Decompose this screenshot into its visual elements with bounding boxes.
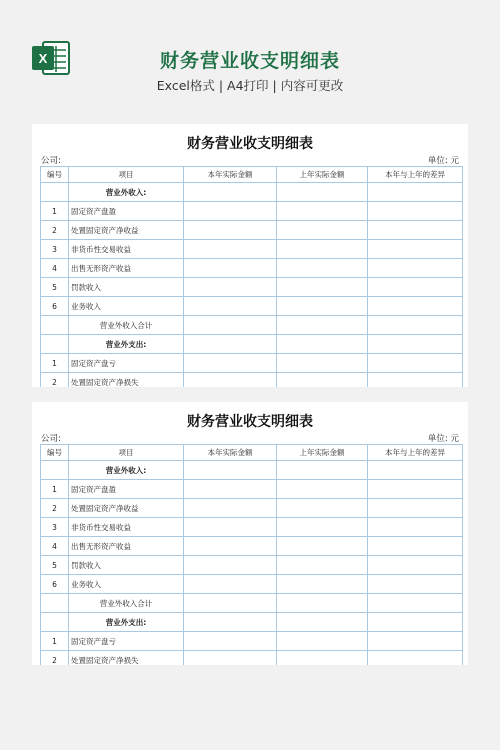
table-row (41, 575, 463, 594)
amount-cell[interactable] (184, 373, 277, 388)
table-row (41, 316, 463, 335)
amount-cell[interactable] (184, 461, 277, 480)
amount-cell[interactable] (184, 202, 277, 221)
amount-cell[interactable] (277, 575, 368, 594)
amount-cell[interactable] (184, 335, 277, 354)
item-label: 固定资产盘盈 (69, 480, 184, 499)
row-number: 1 (41, 202, 69, 221)
row-number: 2 (41, 651, 69, 666)
sheet-title: 财务营业收支明细表 (187, 136, 313, 152)
row-number: 3 (41, 240, 69, 259)
table-row (41, 499, 463, 518)
item-label: 固定资产盘盈 (69, 202, 184, 221)
amount-cell[interactable] (368, 575, 463, 594)
row-number: 2 (41, 499, 69, 518)
row-number: 4 (41, 259, 69, 278)
row-number (41, 316, 69, 335)
sheet-preview (32, 124, 468, 387)
amount-cell[interactable] (277, 297, 368, 316)
amount-cell[interactable] (184, 632, 277, 651)
table-row (41, 632, 463, 651)
table-row (41, 202, 463, 221)
amount-cell[interactable] (184, 537, 277, 556)
amount-cell[interactable] (277, 335, 368, 354)
item-label: 处置固定资产净收益 (69, 499, 184, 518)
table-row (41, 297, 463, 316)
row-number: 2 (41, 373, 69, 388)
amount-cell[interactable] (184, 575, 277, 594)
row-number: 5 (41, 556, 69, 575)
amount-cell[interactable] (277, 183, 368, 202)
amount-cell[interactable] (184, 221, 277, 240)
table-row (41, 240, 463, 259)
amount-cell[interactable] (368, 480, 463, 499)
amount-cell[interactable] (277, 632, 368, 651)
table-row (41, 373, 463, 388)
table-row (41, 480, 463, 499)
table-row (41, 594, 463, 613)
row-number (41, 335, 69, 354)
row-number: 2 (41, 221, 69, 240)
amount-cell[interactable] (368, 335, 463, 354)
amount-cell[interactable] (184, 556, 277, 575)
row-number (41, 613, 69, 632)
column-header: 编号 (41, 167, 69, 183)
amount-cell[interactable] (368, 316, 463, 335)
sheet-preview (32, 402, 468, 665)
table-row (41, 518, 463, 537)
table-row (41, 335, 463, 354)
amount-cell[interactable] (277, 461, 368, 480)
column-header: 本年与上年的差异 (368, 167, 463, 183)
amount-cell[interactable] (277, 259, 368, 278)
column-header: 项目 (69, 167, 184, 183)
row-number: 1 (41, 632, 69, 651)
table-row (41, 613, 463, 632)
amount-cell[interactable] (184, 183, 277, 202)
item-label: 非货币性交易收益 (69, 518, 184, 537)
section-heading: 营业外收入: (69, 183, 184, 202)
column-header: 本年与上年的差异 (368, 445, 463, 461)
amount-cell[interactable] (277, 518, 368, 537)
amount-cell[interactable] (368, 259, 463, 278)
amount-cell[interactable] (277, 594, 368, 613)
item-label: 固定资产盘亏 (69, 354, 184, 373)
subtotal-label: 营业外收入合计 (69, 594, 184, 613)
subtotal-label: 营业外收入合计 (69, 316, 184, 335)
item-label: 处置固定资产净收益 (69, 221, 184, 240)
amount-cell[interactable] (184, 480, 277, 499)
amount-cell[interactable] (277, 202, 368, 221)
amount-cell[interactable] (368, 651, 463, 666)
column-header: 编号 (41, 445, 69, 461)
table-header-row (41, 445, 463, 461)
amount-cell[interactable] (184, 297, 277, 316)
amount-cell[interactable] (277, 316, 368, 335)
amount-cell[interactable] (184, 594, 277, 613)
amount-cell[interactable] (277, 221, 368, 240)
amount-cell[interactable] (184, 278, 277, 297)
amount-cell[interactable] (277, 613, 368, 632)
page-title: 财务营业收支明细表 (159, 50, 340, 72)
amount-cell[interactable] (184, 259, 277, 278)
column-header: 本年实际金额 (184, 167, 277, 183)
amount-cell[interactable] (277, 480, 368, 499)
amount-cell[interactable] (368, 518, 463, 537)
row-number: 4 (41, 537, 69, 556)
item-label: 非货币性交易收益 (69, 240, 184, 259)
amount-cell[interactable] (184, 354, 277, 373)
row-number: 6 (41, 297, 69, 316)
table-row (41, 183, 463, 202)
section-heading: 营业外支出: (69, 613, 184, 632)
row-number (41, 183, 69, 202)
column-header: 本年实际金额 (184, 445, 277, 461)
company-label: 公司: (41, 434, 61, 444)
row-number (41, 461, 69, 480)
column-header: 项目 (69, 445, 184, 461)
item-label: 出售无形资产收益 (69, 537, 184, 556)
amount-cell[interactable] (277, 373, 368, 388)
amount-cell[interactable] (184, 613, 277, 632)
amount-cell[interactable] (277, 240, 368, 259)
table-row (41, 278, 463, 297)
company-label: 公司: (41, 156, 61, 166)
item-label: 业务收入 (69, 297, 184, 316)
amount-cell[interactable] (368, 632, 463, 651)
sheet-title: 财务营业收支明细表 (187, 414, 313, 430)
item-label: 处置固定资产净损失 (69, 373, 184, 388)
table-row (41, 461, 463, 480)
table-header-row (41, 167, 463, 183)
table-row (41, 651, 463, 666)
page-header (0, 0, 500, 110)
amount-cell[interactable] (277, 556, 368, 575)
detail-table (40, 444, 463, 665)
item-label: 处置固定资产净损失 (69, 651, 184, 666)
row-number: 6 (41, 575, 69, 594)
amount-cell[interactable] (368, 297, 463, 316)
amount-cell[interactable] (368, 202, 463, 221)
amount-cell[interactable] (368, 183, 463, 202)
amount-cell[interactable] (368, 556, 463, 575)
amount-cell[interactable] (277, 651, 368, 666)
column-header: 上年实际金额 (277, 445, 368, 461)
row-number: 1 (41, 480, 69, 499)
table-row (41, 537, 463, 556)
amount-cell[interactable] (184, 240, 277, 259)
section-heading: 营业外支出: (69, 335, 184, 354)
amount-cell[interactable] (184, 518, 277, 537)
row-number: 1 (41, 354, 69, 373)
amount-cell[interactable] (368, 499, 463, 518)
amount-cell[interactable] (277, 278, 368, 297)
table-row (41, 556, 463, 575)
amount-cell[interactable] (277, 354, 368, 373)
amount-cell[interactable] (368, 594, 463, 613)
table-row (41, 221, 463, 240)
section-heading: 营业外收入: (69, 461, 184, 480)
detail-table (40, 166, 463, 387)
unit-label: 单位: 元 (427, 156, 459, 166)
svg-text:X: X (38, 51, 48, 66)
column-header: 上年实际金额 (277, 167, 368, 183)
item-label: 出售无形资产收益 (69, 259, 184, 278)
row-number: 5 (41, 278, 69, 297)
amount-cell[interactable] (368, 373, 463, 388)
amount-cell[interactable] (368, 461, 463, 480)
table-row (41, 259, 463, 278)
amount-cell[interactable] (368, 613, 463, 632)
item-label: 罚款收入 (69, 556, 184, 575)
item-label: 固定资产盘亏 (69, 632, 184, 651)
row-number: 3 (41, 518, 69, 537)
amount-cell[interactable] (277, 537, 368, 556)
amount-cell[interactable] (368, 354, 463, 373)
unit-label: 单位: 元 (427, 434, 459, 444)
table-row (41, 354, 463, 373)
amount-cell[interactable] (368, 278, 463, 297)
amount-cell[interactable] (184, 316, 277, 335)
item-label: 业务收入 (69, 575, 184, 594)
amount-cell[interactable] (368, 221, 463, 240)
item-label: 罚款收入 (69, 278, 184, 297)
page-subtitle: Excel格式 | A4打印 | 内容可更改 (156, 78, 344, 93)
amount-cell[interactable] (368, 240, 463, 259)
amount-cell[interactable] (368, 537, 463, 556)
amount-cell[interactable] (277, 499, 368, 518)
amount-cell[interactable] (184, 651, 277, 666)
amount-cell[interactable] (184, 499, 277, 518)
row-number (41, 594, 69, 613)
